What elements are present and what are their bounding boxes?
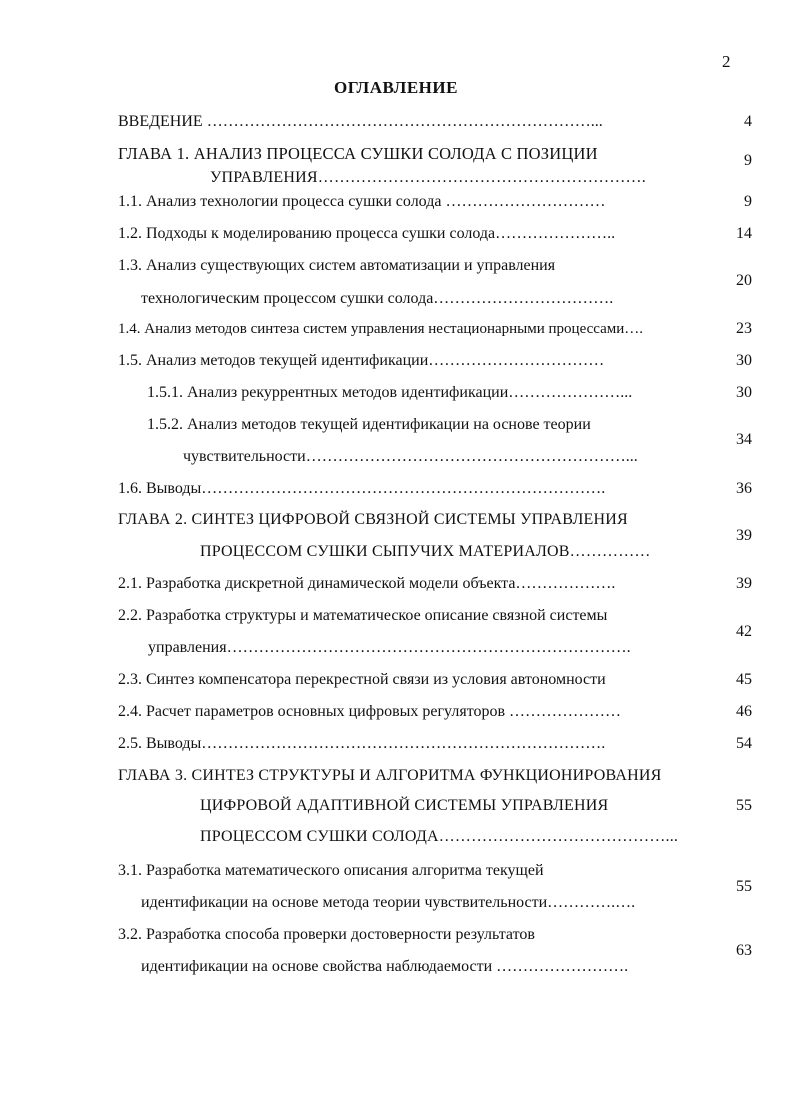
toc-page-number: 39: [736, 575, 752, 592]
toc-page-number: 55: [736, 878, 752, 895]
toc-line: 1.3. Анализ существующих систем автоматизации и управления: [118, 257, 556, 274]
toc-chapter-line: УПРАВЛЕНИЯ…………………………………………………….: [210, 169, 646, 186]
toc-line: 2.5. Выводы………………………………………………………………….: [118, 735, 606, 752]
toc-line: 1.5. Анализ методов текущей идентификации……………………………: [118, 352, 605, 369]
toc-line: управления………………………………………………………………….: [148, 639, 631, 656]
toc-page-number: 30: [736, 384, 752, 401]
toc-line: 2.2. Разработка структуры и математическое описание связной системы: [118, 607, 608, 624]
toc-page-number: 55: [736, 797, 752, 814]
toc-line: 2.3. Синтез компенсатора перекрестной связи из условия автономности: [118, 671, 606, 688]
toc-line: 1.1. Анализ технологии процесса сушки солода …………………………: [118, 193, 606, 210]
page-title: ОГЛАВЛЕНИЕ: [334, 78, 458, 97]
toc-line: 2.1. Разработка дискретной динамической модели объекта……………….: [118, 575, 616, 592]
toc-line: 2.4. Расчет параметров основных цифровых регуляторов …………………: [118, 703, 622, 720]
toc-line: чувствительности……………………………………………………...: [183, 448, 638, 465]
toc-line: 3.2. Разработка способа проверки достоверности результатов: [118, 926, 535, 943]
toc-page-number: 39: [736, 527, 752, 544]
toc-page-number: 20: [736, 272, 752, 289]
toc-chapter-line: ГЛАВА 1. АНАЛИЗ ПРОЦЕССА СУШКИ СОЛОДА С ПОЗИЦИИ: [118, 144, 598, 163]
toc-page-number: 4: [744, 113, 752, 130]
toc-line: 1.2. Подходы к моделированию процесса сушки солода…………………..: [118, 225, 616, 242]
toc-page-number: 30: [736, 352, 752, 369]
toc-line: 1.6. Выводы………………………………………………………………….: [118, 480, 606, 497]
toc-chapter-line: ГЛАВА 3. СИНТЕЗ СТРУКТУРЫ И АЛГОРИТМА ФУНКЦИОНИРОВАНИЯ: [118, 767, 662, 784]
page-number: 2: [722, 52, 731, 71]
toc-line: 1.5.1. Анализ рекуррентных методов идентификации…………………...: [147, 384, 633, 401]
toc-page-number: 34: [736, 431, 752, 448]
toc-page-number: 14: [736, 225, 752, 242]
toc-page-number: 42: [736, 623, 752, 640]
toc-line: 1.5.2. Анализ методов текущей идентификации на основе теории: [147, 416, 591, 433]
toc-chapter-line: ГЛАВА 2. СИНТЕЗ ЦИФРОВОЙ СВЯЗНОЙ СИСТЕМЫ УПРАВЛЕНИЯ: [118, 511, 628, 528]
toc-line: идентификации на основе свойства наблюдаемости …………………….: [141, 958, 629, 975]
toc-chapter-line: ПРОЦЕССОМ СУШКИ СЫПУЧИХ МАТЕРИАЛОВ……………: [200, 543, 651, 560]
toc-page-number: 45: [736, 671, 752, 688]
toc-line: идентификации на основе метода теории чувствительности………….….: [141, 894, 636, 911]
toc-page-number: 9: [744, 152, 752, 169]
toc-chapter-line: ЦИФРОВОЙ АДАПТИВНОЙ СИСТЕМЫ УПРАВЛЕНИЯ: [200, 797, 609, 814]
toc-chapter-line: ПРОЦЕССОМ СУШКИ СОЛОДА……………………………………...: [200, 828, 679, 845]
toc-line: 3.1. Разработка математического описания алгоритма текущей: [118, 862, 544, 879]
toc-page-number: 9: [744, 193, 752, 210]
toc-page-number: 23: [736, 320, 752, 337]
toc-page-number: 63: [736, 942, 752, 959]
toc-line: технологическим процессом сушки солода…………………………….: [141, 290, 614, 307]
toc-line: ВВЕДЕНИЕ ………………………………………………………………...: [118, 113, 603, 130]
toc-page-number: 46: [736, 703, 752, 720]
toc-page-number: 54: [736, 735, 752, 752]
toc-line: 1.4. Анализ методов синтеза систем управления нестационарными процессами….: [118, 321, 644, 337]
toc-page-number: 36: [736, 480, 752, 497]
